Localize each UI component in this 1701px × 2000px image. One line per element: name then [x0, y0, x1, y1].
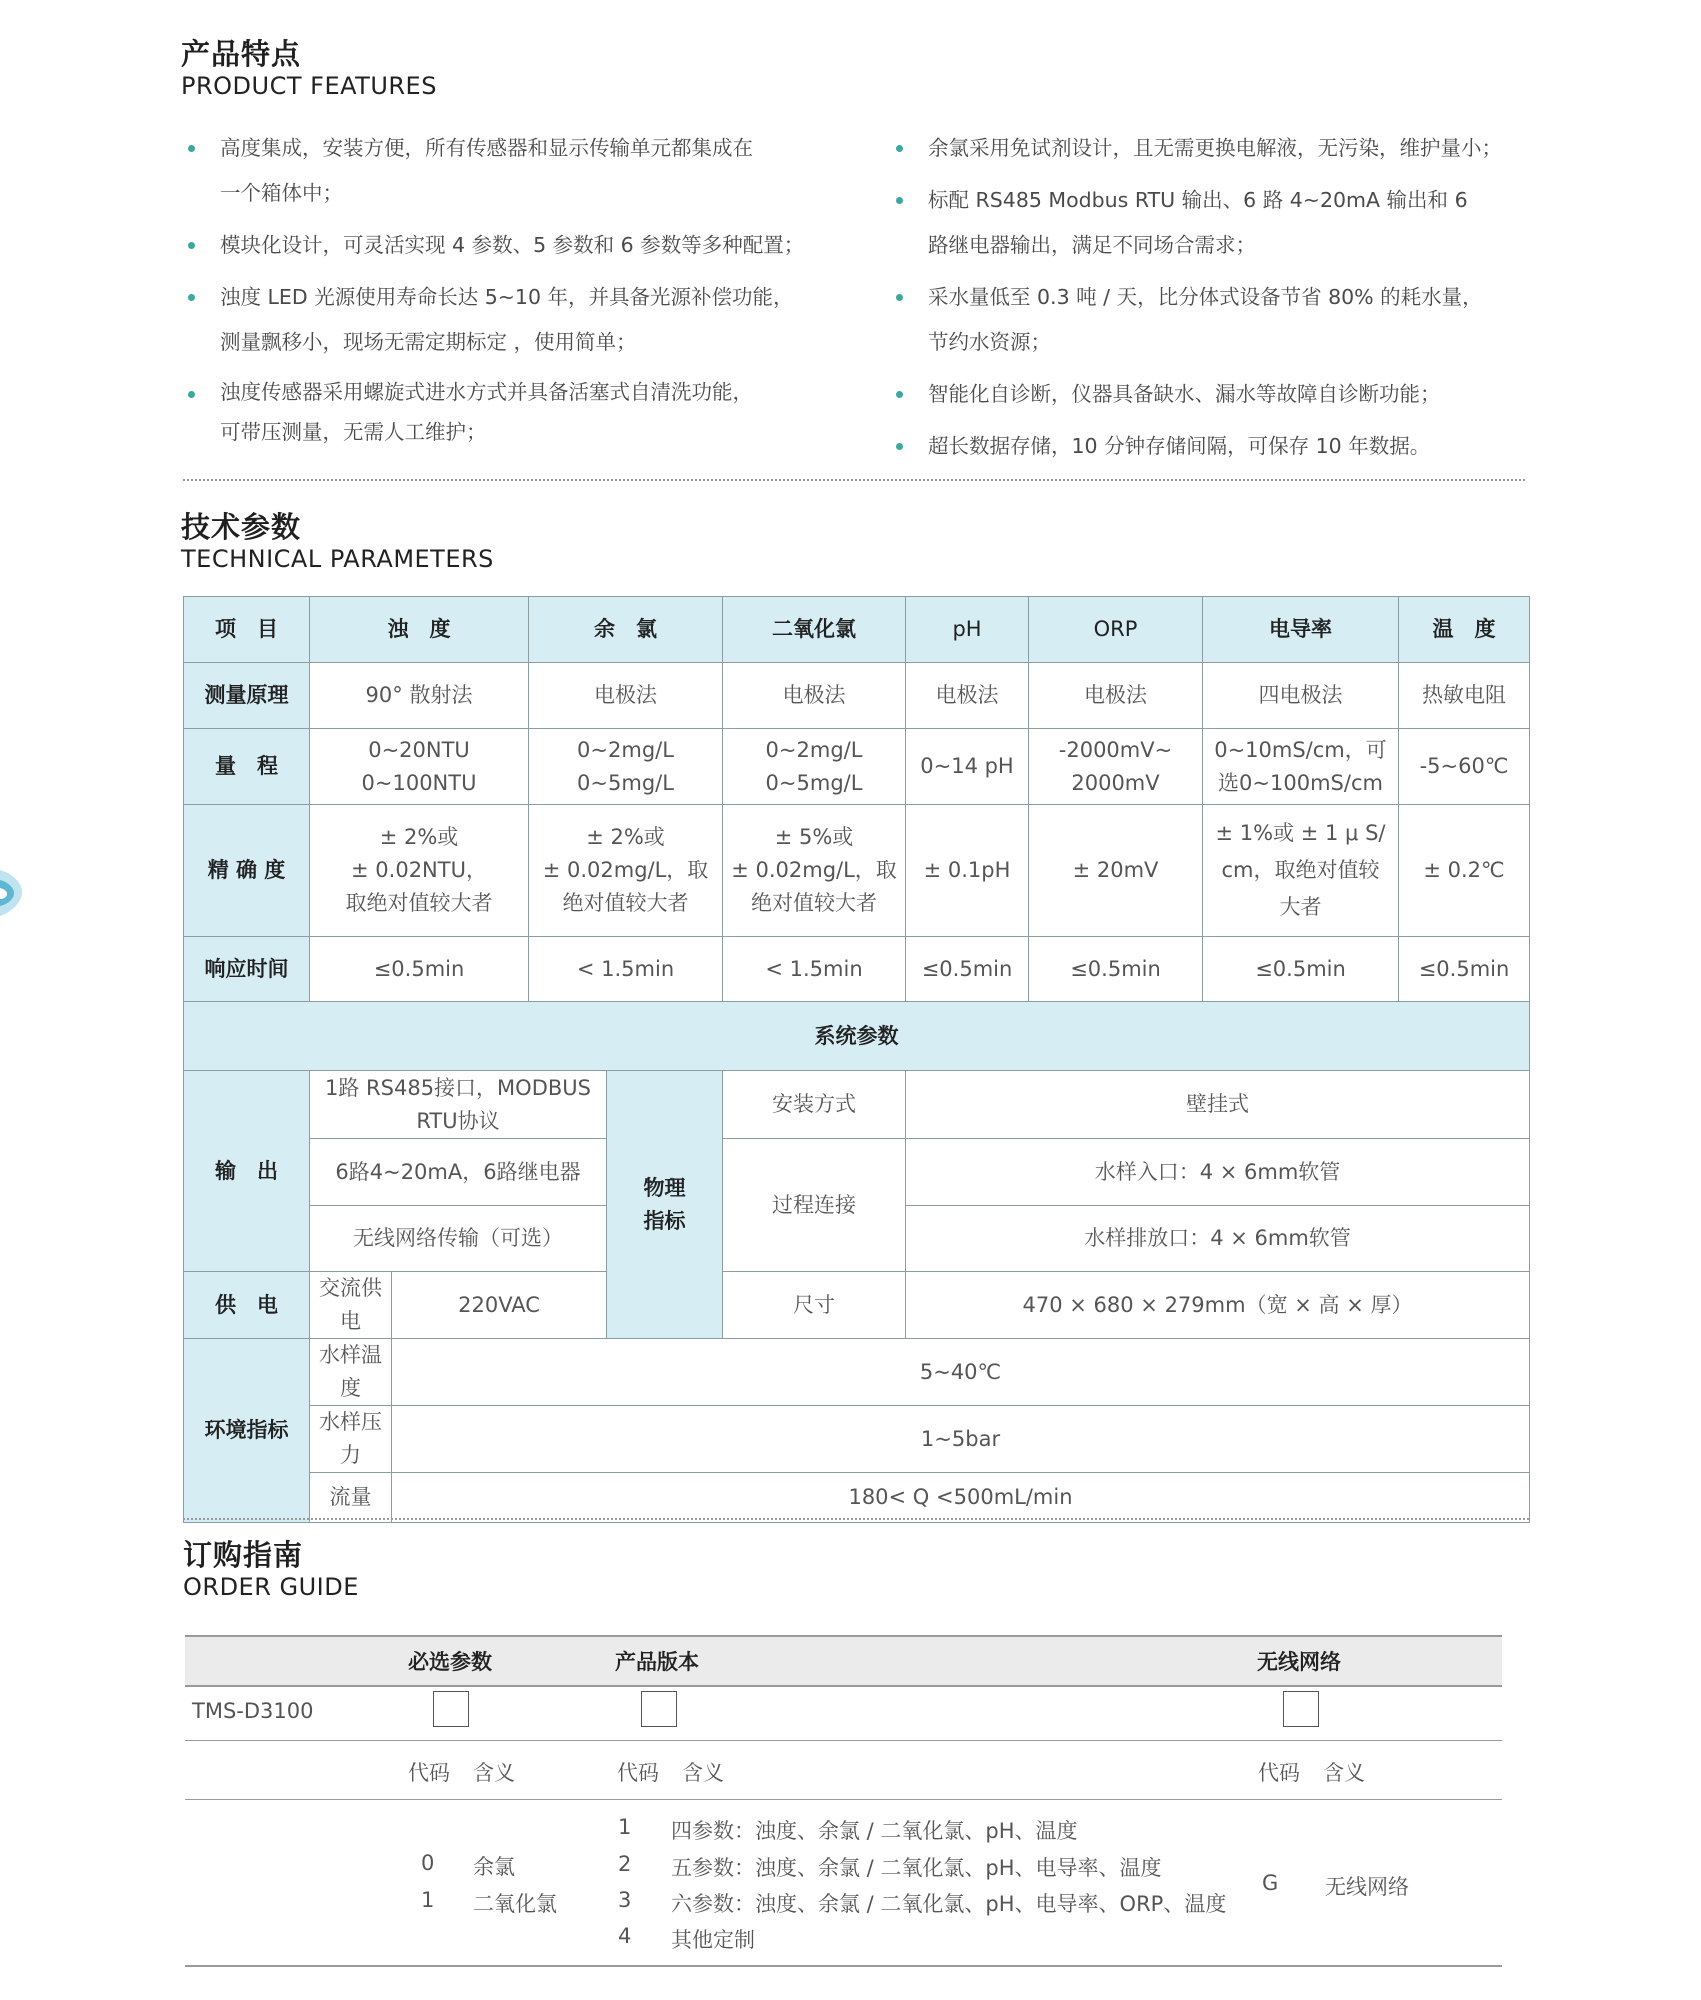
feature-item: 浊度传感器采用螺旋式进水方式并具备活塞式自清洗功能， 可带压测量，无需人工维护；: [182, 372, 832, 452]
table-cell: 0~20NTU 0~100NTU: [310, 729, 529, 805]
table-cell: 0~2mg/L 0~5mg/L: [529, 729, 723, 805]
table-cell: 0~10mS/cm，可 选0~100mS/cm: [1203, 729, 1399, 805]
table-cell: 电极法: [1029, 663, 1203, 729]
features-left-list: [182, 126, 832, 459]
table-row: [184, 1339, 1530, 1406]
table-cell: 电极法: [723, 663, 906, 729]
header-orp: ORP: [1029, 597, 1203, 663]
order-header-version: 产品版本: [615, 1650, 699, 1674]
table-cell: 0~2mg/L 0~5mg/L: [723, 729, 906, 805]
table-cell: ± 5%或 ± 0.02mg/L，取 绝对值较大者: [723, 805, 906, 937]
option-code: 1: [618, 1815, 632, 1839]
feature-item: 标配 RS485 Modbus RTU 输出、6 路 4~20mA 输出和 6 路继电器输出，满足不同场合需求；: [890, 178, 1530, 268]
table-cell: 流量: [310, 1473, 392, 1523]
table-row: [184, 1272, 1530, 1339]
table-cell: 电极法: [906, 663, 1029, 729]
tech-title: 技术参数: [181, 510, 302, 544]
row-label: 输 出: [184, 1071, 310, 1272]
order-header-wireless: 无线网络: [1257, 1650, 1341, 1674]
table-cell: 5~40℃: [392, 1339, 1530, 1406]
table-cell: ± 0.1pH: [906, 805, 1029, 937]
header-temperature: 温 度: [1399, 597, 1530, 663]
meaning-label: 含义: [1323, 1761, 1365, 1785]
divider: [183, 1518, 1529, 1520]
table-cell: 交流供电: [310, 1272, 392, 1339]
table-row: [184, 663, 1530, 729]
row-label: 精 确 度: [184, 805, 310, 937]
feature-item: 智能化自诊断，仪器具备缺水、漏水等故障自诊断功能；: [890, 372, 1530, 417]
feature-item: 采水量低至 0.3 吨 / 天，比分体式设备节省 80% 的耗水量， 节约水资源；: [890, 275, 1530, 365]
system-params-title: 系统参数: [184, 1002, 1530, 1071]
table-cell: ≤0.5min: [906, 937, 1029, 1002]
table-row: [184, 729, 1530, 805]
code-label: 代码: [617, 1761, 659, 1785]
tech-params-table: [183, 596, 1530, 1523]
table-cell: 6路4~20mA，6路继电器: [310, 1139, 607, 1206]
meaning-label: 含义: [682, 1761, 724, 1785]
table-cell: ± 20mV: [1029, 805, 1203, 937]
table-cell: 1路 RS485接口，MODBUS RTU协议: [310, 1071, 607, 1139]
table-cell: 无线网络传输（可选）: [310, 1206, 607, 1272]
table-cell: ≤0.5min: [1029, 937, 1203, 1002]
table-cell: 安装方式: [723, 1071, 906, 1139]
table-cell: 0~14 pH: [906, 729, 1029, 805]
row-label: 测量原理: [184, 663, 310, 729]
table-cell: 1~5bar: [392, 1406, 1530, 1473]
table-cell: 470 × 680 × 279mm（宽 × 高 × 厚）: [906, 1272, 1530, 1339]
table-cell: 220VAC: [392, 1272, 607, 1339]
table-cell: ± 0.2℃: [1399, 805, 1530, 937]
wireless-checkbox[interactable]: [1283, 1691, 1319, 1727]
divider: [185, 1799, 1502, 1800]
meaning-label: 含义: [473, 1761, 515, 1785]
table-cell: 热敏电阻: [1399, 663, 1530, 729]
order-title: 订购指南: [183, 1538, 304, 1572]
table-cell: 水样排放口：4 × 6mm软管: [906, 1206, 1530, 1272]
table-row: [184, 937, 1530, 1002]
option-code: 4: [618, 1924, 632, 1948]
row-label: 环境指标: [184, 1339, 310, 1523]
table-cell: ≤0.5min: [310, 937, 529, 1002]
feature-item: 超长数据存储，10 分钟存储间隔，可保存 10 年数据。: [890, 424, 1530, 469]
option-text: 无线网络: [1325, 1875, 1409, 1899]
divider: [183, 479, 1525, 481]
table-row: [184, 805, 1530, 937]
option-code: 2: [618, 1852, 632, 1876]
header-chlorine-dioxide: 二氧化氯: [723, 597, 906, 663]
row-label-physical: 物理 指标: [607, 1071, 723, 1339]
table-cell: ≤0.5min: [1203, 937, 1399, 1002]
table-cell: 水样入口：4 × 6mm软管: [906, 1139, 1530, 1206]
table-cell: 过程连接: [723, 1139, 906, 1272]
option-code: G: [1262, 1871, 1279, 1895]
feature-item: 高度集成，安装方便，所有传感器和显示传输单元都集成在 一个箱体中；: [182, 126, 832, 216]
table-header-row: [184, 597, 1530, 663]
table-cell: 尺寸: [723, 1272, 906, 1339]
system-params-title-row: [184, 1002, 1530, 1071]
table-cell: ± 2%或 ± 0.02mg/L，取 绝对值较大者: [529, 805, 723, 937]
option-text: 六参数：浊度、余氯 / 二氧化氯、pH、电导率、ORP、温度: [671, 1892, 1227, 1916]
features-title: 产品特点: [181, 37, 302, 71]
table-cell: 水样压力: [310, 1406, 392, 1473]
option-code: 0: [421, 1851, 435, 1875]
code-label: 代码: [408, 1761, 450, 1785]
table-cell: 电极法: [529, 663, 723, 729]
version-checkbox[interactable]: [641, 1691, 677, 1727]
code-label: 代码: [1258, 1761, 1300, 1785]
feature-item: 余氯采用免试剂设计，且无需更换电解液，无污染，维护量小；: [890, 126, 1530, 171]
option-text: 余氯: [473, 1855, 515, 1879]
table-cell: 180< Q <500mL/min: [392, 1473, 1530, 1523]
row-label: 响应时间: [184, 937, 310, 1002]
table-cell: 壁挂式: [906, 1071, 1530, 1139]
table-row: [184, 1473, 1530, 1523]
header-turbidity: 浊 度: [310, 597, 529, 663]
table-row: [184, 1406, 1530, 1473]
table-cell: 水样温度: [310, 1339, 392, 1406]
required-param-checkbox[interactable]: [433, 1691, 469, 1727]
table-cell: < 1.5min: [529, 937, 723, 1002]
feature-item: 模块化设计，可灵活实现 4 参数、5 参数和 6 参数等多种配置；: [182, 223, 832, 268]
table-row: [184, 1071, 1530, 1139]
table-cell: ≤0.5min: [1399, 937, 1530, 1002]
order-header-required: 必选参数: [408, 1650, 492, 1674]
model-number: TMS-D3100: [192, 1699, 314, 1723]
divider: [185, 1740, 1502, 1741]
order-subtitle: ORDER GUIDE: [183, 1573, 359, 1601]
table-cell: < 1.5min: [723, 937, 906, 1002]
table-cell: ± 2%或 ± 0.02NTU， 取绝对值较大者: [310, 805, 529, 937]
header-item: 项 目: [184, 597, 310, 663]
header-conductivity: 电导率: [1203, 597, 1399, 663]
header-ph: pH: [906, 597, 1029, 663]
row-label: 供 电: [184, 1272, 310, 1339]
water-drop-icon: [0, 866, 24, 918]
table-cell: -5~60℃: [1399, 729, 1530, 805]
divider: [185, 1965, 1502, 1967]
option-code: 3: [618, 1888, 632, 1912]
table-cell: -2000mV~ 2000mV: [1029, 729, 1203, 805]
table-cell: 四电极法: [1203, 663, 1399, 729]
tech-subtitle: TECHNICAL PARAMETERS: [181, 545, 494, 573]
header-chlorine: 余 氯: [529, 597, 723, 663]
row-label: 量 程: [184, 729, 310, 805]
table-cell: 90° 散射法: [310, 663, 529, 729]
option-text: 四参数：浊度、余氯 / 二氧化氯、pH、温度: [671, 1819, 1078, 1843]
features-subtitle: PRODUCT FEATURES: [181, 72, 437, 100]
option-text: 其他定制: [671, 1928, 755, 1952]
feature-item: 浊度 LED 光源使用寿命长达 5~10 年，并具备光源补偿功能， 测量飘移小，现场无需定期标定 ，使用简单；: [182, 275, 832, 365]
option-text: 五参数：浊度、余氯 / 二氧化氯、pH、电导率、温度: [671, 1856, 1162, 1880]
features-right-list: [890, 126, 1530, 476]
option-code: 1: [421, 1888, 435, 1912]
option-text: 二氧化氯: [473, 1892, 557, 1916]
table-cell: ± 1%或 ± 1 μ S/ cm，取绝对值较 大者: [1203, 805, 1399, 937]
table-row: [184, 1139, 1530, 1206]
